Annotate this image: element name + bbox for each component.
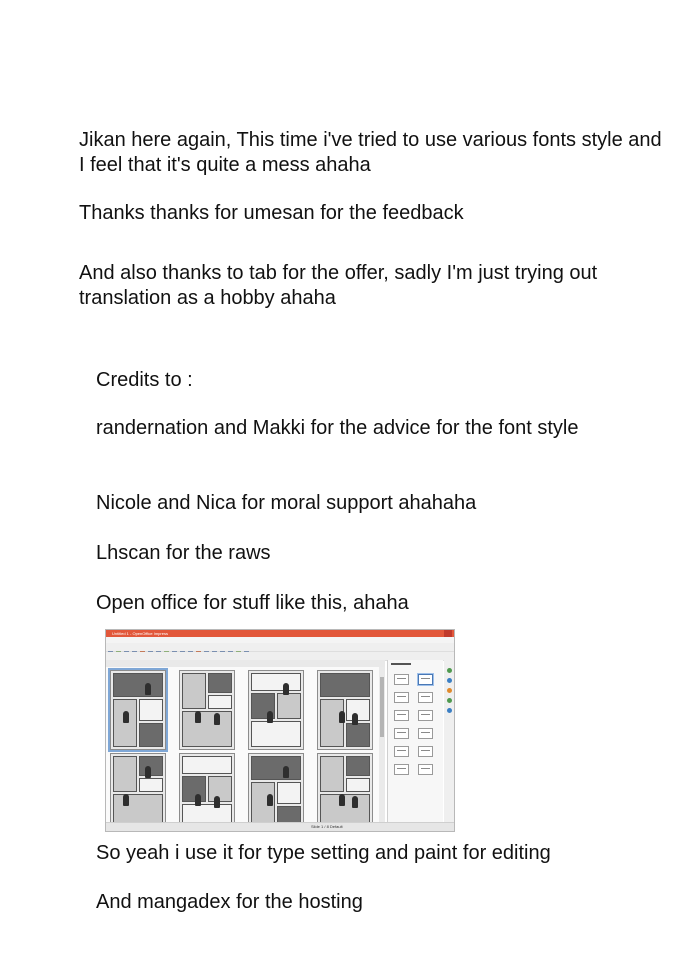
- slide-thumbnail: [317, 670, 373, 750]
- layout-option: [418, 674, 433, 685]
- vertical-scrollbar: [379, 667, 385, 824]
- credit-item: Open office for stuff like this, ahaha: [96, 592, 409, 614]
- layout-option: [418, 710, 433, 721]
- thanks-feedback-text: Thanks thanks for umesan for the feedback: [79, 202, 464, 224]
- slide-thumbnail: [179, 753, 235, 832]
- slide-thumbnail: [317, 753, 373, 832]
- credit-item: Nicole and Nica for moral support ahahaha: [96, 492, 477, 514]
- slide-sorter-area: [106, 667, 385, 824]
- thanks-offer-text: And also thanks to tab for the offer, sadly I'm just trying out translation as a hobby ahaha: [79, 262, 598, 309]
- slide-thumbnail: [248, 670, 304, 750]
- credit-item: So yeah i use it for type setting and paint for editing: [96, 842, 551, 864]
- layout-option: [418, 746, 433, 757]
- standard-toolbar: [106, 643, 454, 652]
- slide-thumbnail: [110, 753, 166, 832]
- window-titlebar: [106, 630, 454, 637]
- layouts-panel: [387, 660, 443, 824]
- openoffice-screenshot: [105, 629, 455, 832]
- maximize-icon: [434, 630, 442, 637]
- status-text: Slide 1 / 8 Default: [311, 824, 343, 829]
- layout-option: [394, 764, 409, 775]
- slide-thumbnail: [110, 670, 166, 750]
- layout-option: [394, 746, 409, 757]
- slide-thumbnail: [248, 753, 304, 832]
- close-icon: [444, 630, 452, 637]
- layout-option: [394, 710, 409, 721]
- sidebar-dock: [444, 660, 455, 824]
- layout-option: [418, 728, 433, 739]
- layout-option: [394, 674, 409, 685]
- layout-option: [418, 764, 433, 775]
- layout-option: [394, 728, 409, 739]
- credits-heading: Credits to :: [96, 369, 193, 391]
- status-bar: [106, 822, 454, 831]
- minimize-icon: [424, 630, 432, 637]
- credit-item: Lhscan for the raws: [96, 542, 271, 564]
- layout-option: [394, 692, 409, 703]
- slide-thumbnail: [179, 670, 235, 750]
- window-controls: [424, 630, 452, 637]
- credit-item: randernation and Makki for the advice for the font style: [96, 417, 579, 439]
- window-title: Untitled 1 - OpenOffice Impress: [112, 631, 168, 636]
- credit-item: And mangadex for the hosting: [96, 891, 363, 913]
- intro-text: Jikan here again, This time i've tried to use various fonts style and I feel that it's quite a mess ahaha: [79, 129, 662, 176]
- layout-option: [418, 692, 433, 703]
